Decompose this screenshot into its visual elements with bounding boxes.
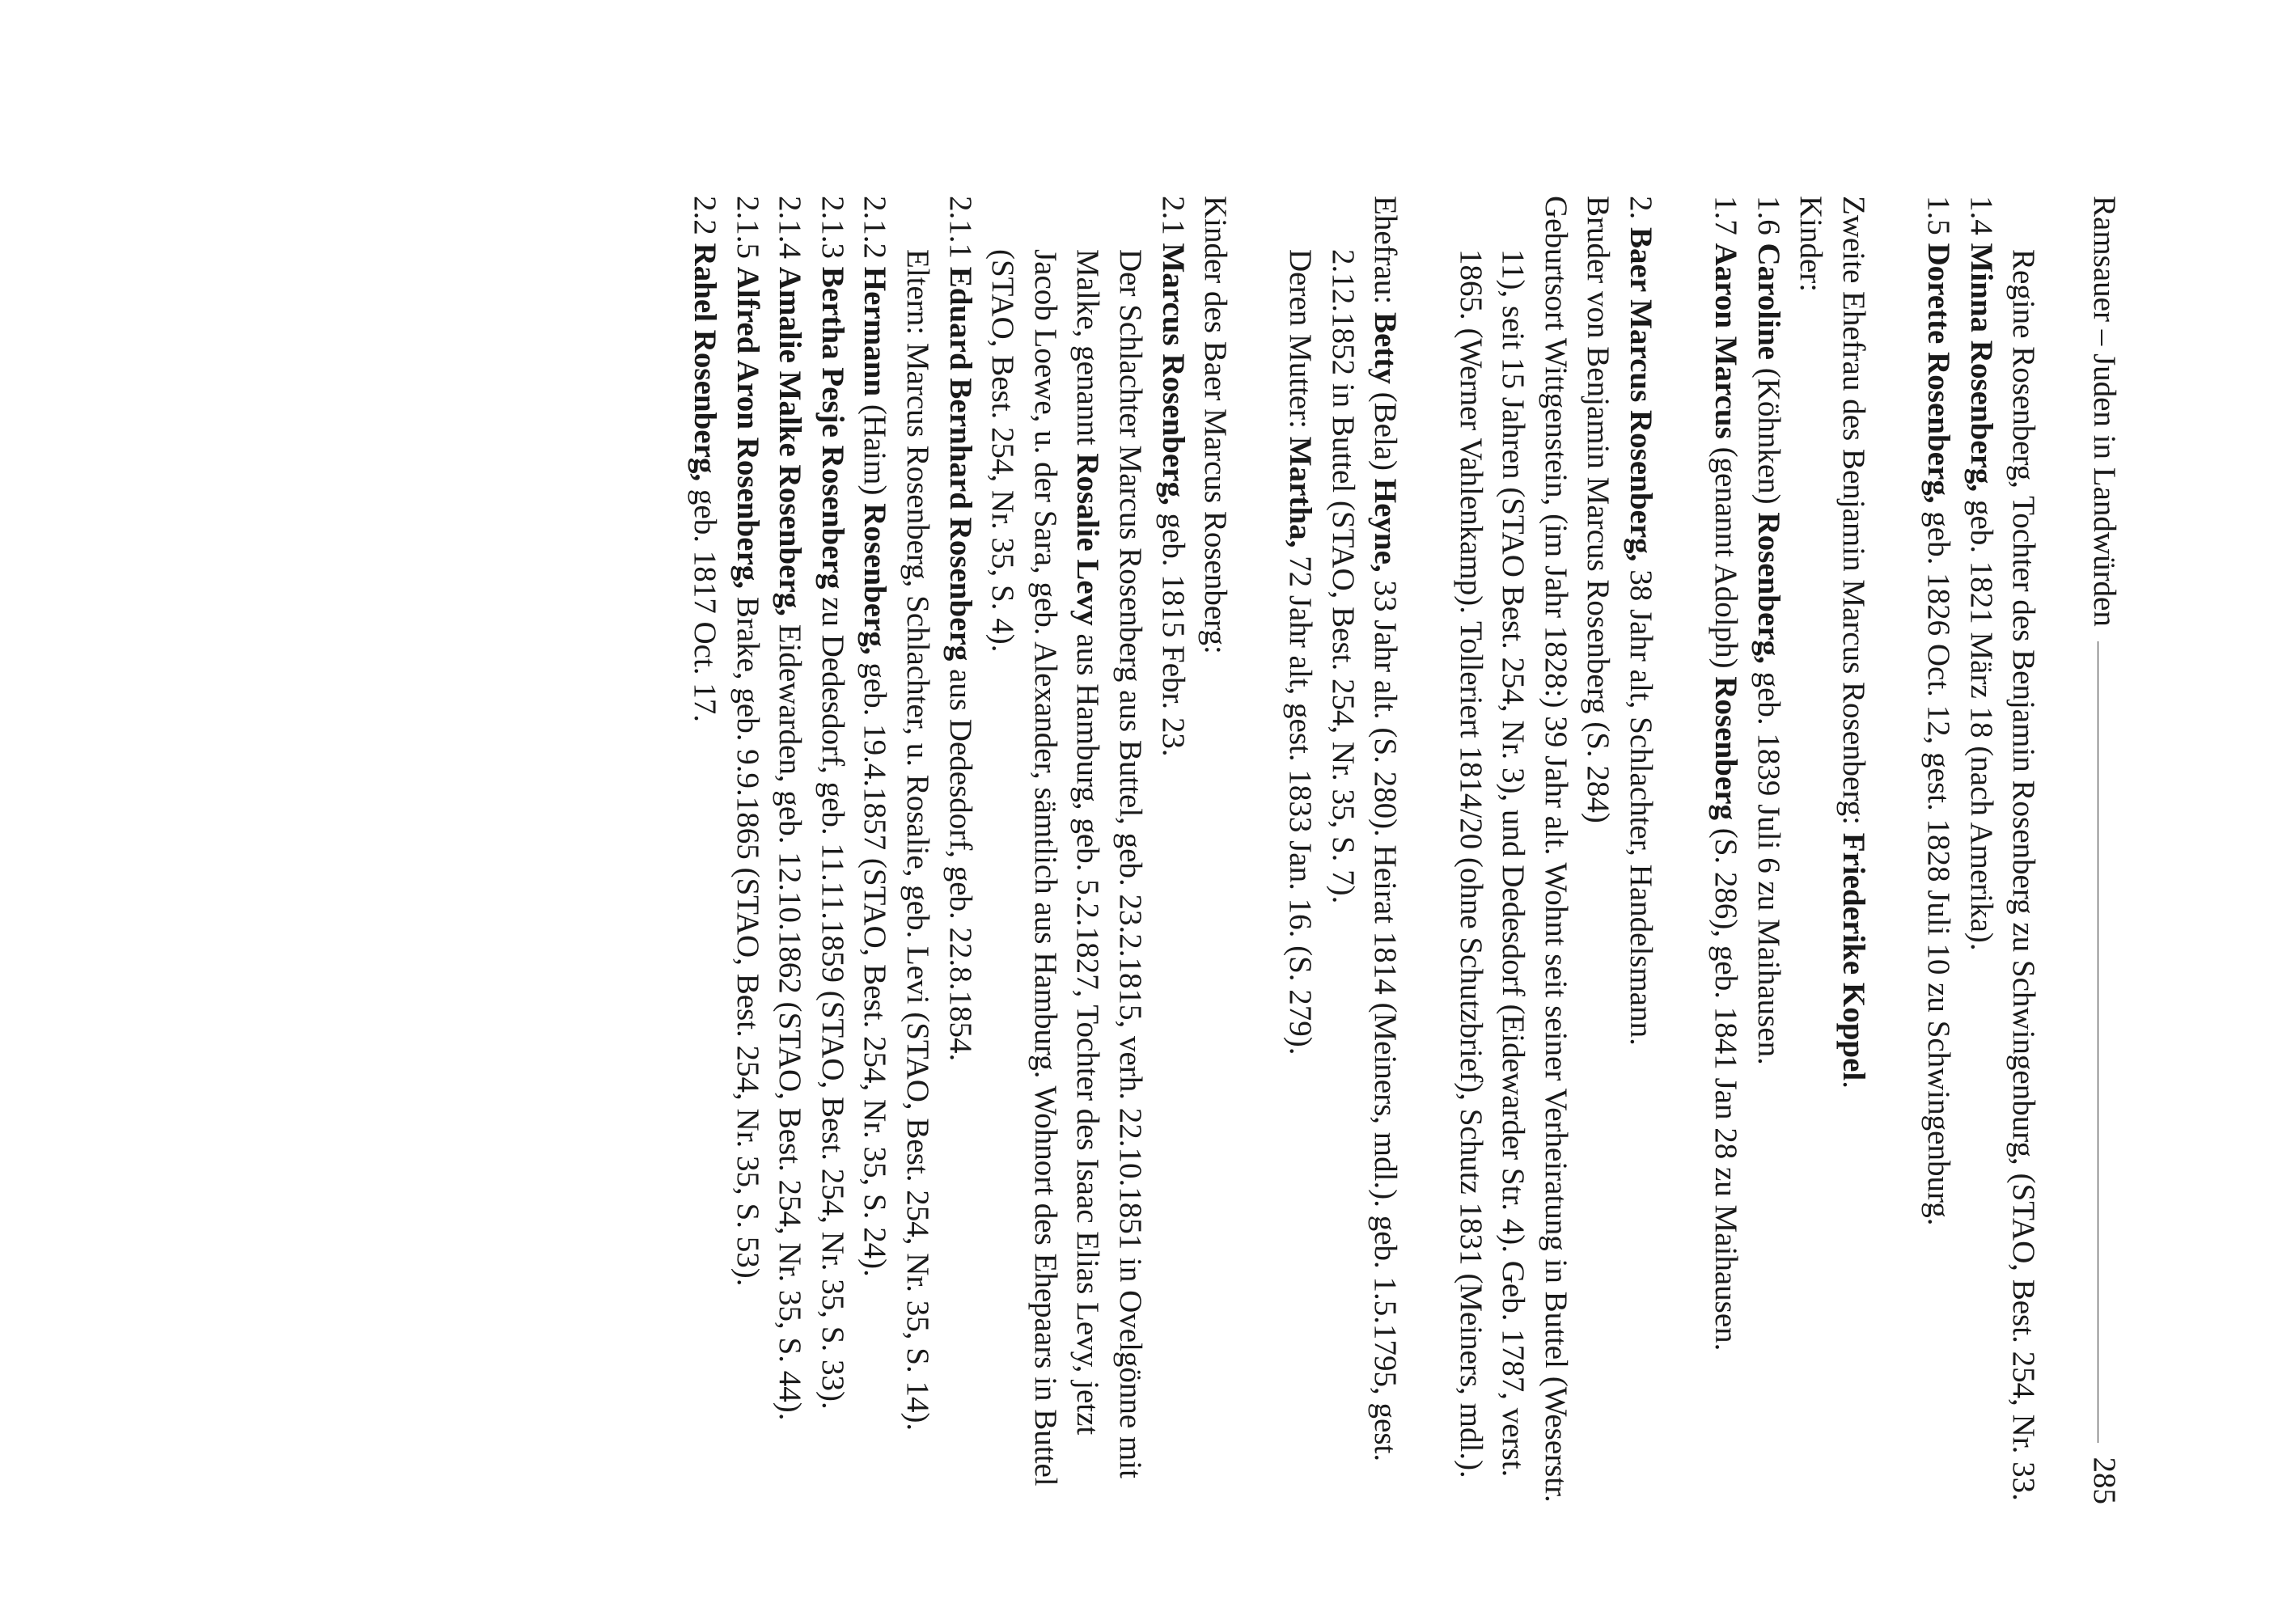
running-header bbox=[2082, 196, 2125, 1504]
paragraph-gap bbox=[1662, 196, 1704, 1504]
birthplace-paragraph bbox=[1449, 196, 1577, 1504]
bold-name-run: Heyne, bbox=[1368, 478, 1404, 573]
text-run: Eltern: Marcus Rosenberg, Schlachter, u. Rosalie, geb. Levi (STAO, Best. 254, Nr. 35, S. 14). bbox=[900, 249, 935, 1432]
text-run: Kinder des Baer Marcus Rosenberg: bbox=[1198, 196, 1234, 654]
text-run: 2.1 bbox=[1155, 196, 1191, 243]
bold-name-run: Eduard Bernhard Rosenberg bbox=[942, 266, 978, 662]
entry-2-1-details bbox=[981, 196, 1151, 1504]
text-run: 2.1.4 bbox=[773, 196, 808, 267]
text-run: Regine Rosenberg, Tochter des Benjamin Rosenberg zu Schwingenburg, (STAO, Best. 254, Nr. 33. bbox=[2006, 249, 2042, 1501]
children-heading bbox=[1194, 196, 1237, 1504]
bold-name-run: Bertha Pesje Rosenberg bbox=[815, 266, 850, 590]
text-run: 1.4 bbox=[1963, 196, 1999, 243]
text-run: 2.1.2 bbox=[857, 196, 893, 267]
text-run: 2. bbox=[1624, 196, 1659, 227]
text-run: 1.5 bbox=[1921, 196, 1957, 243]
text-run: (Haim) bbox=[857, 396, 893, 504]
text-run: 2.1.1 bbox=[942, 196, 978, 267]
entry-2-1-5 bbox=[726, 196, 769, 1504]
bold-name-run: Hermann bbox=[857, 266, 893, 397]
wife-paragraph bbox=[1321, 196, 1406, 1504]
text-run: 72 Jahr alt, gest. 1833 Jan. 16. (S. 279). bbox=[1283, 548, 1319, 1055]
paragraph-gap bbox=[1236, 196, 1279, 1504]
text-run: geb. 1817 Oct. 17. bbox=[688, 481, 722, 723]
bold-name-run: Amalie Malke Rosenberg, bbox=[773, 266, 808, 616]
entry-1-7 bbox=[1704, 196, 1747, 1504]
text-run: Deren Mutter: bbox=[1283, 249, 1319, 437]
text-run: aus Dedesdorf, geb. 22.8.1854. bbox=[942, 661, 978, 1062]
text-run: Der Schlachter Marcus Rosenberg aus Buttel, geb. 23.2.1815, verh. 22.10.1851 in Ovelgönne mit Malke, genannt bbox=[1070, 249, 1148, 1478]
entry-2-2 bbox=[683, 196, 726, 1504]
second-wife-line bbox=[1831, 196, 1874, 1504]
text-run: 2.1.5 bbox=[730, 196, 765, 267]
paragraph-gap bbox=[1407, 196, 1450, 1504]
text-run: 1.6 bbox=[1751, 196, 1786, 243]
page-number: 285 bbox=[2087, 1457, 2122, 1504]
children-label bbox=[1789, 196, 1832, 1504]
rotated-text-block bbox=[273, 196, 2125, 1504]
continued-entry bbox=[2002, 196, 2045, 1504]
bold-name-run: Rahel Rosenberg, bbox=[688, 243, 722, 482]
text-run: Zweite Ehefrau des Benjamin Marcus Rosenberg: bbox=[1836, 196, 1872, 833]
bold-name-run: Martha, bbox=[1283, 436, 1319, 548]
bold-name-run: Rosenberg, bbox=[1751, 512, 1786, 664]
entry-1-4 bbox=[1959, 196, 2002, 1504]
bold-name-run: Aaron Marcus bbox=[1708, 243, 1744, 439]
entry-2-heading bbox=[1619, 196, 1662, 1504]
text-run: Bruder von Benjamin Marcus Rosenberg (S. 284) bbox=[1581, 196, 1616, 823]
bold-name-run: Dorette Rosenberg, bbox=[1921, 243, 1957, 504]
bold-name-run: Rosenberg bbox=[1708, 676, 1744, 820]
entry-2-1-1-parents bbox=[896, 196, 938, 1504]
bold-name-run: Alfred Aron Rosenberg, bbox=[730, 266, 765, 590]
paragraph-gap bbox=[1874, 196, 1917, 1504]
text-run: geb. 1821 März 18 (nach Amerika). bbox=[1963, 492, 1999, 951]
text-run: 1.7 bbox=[1708, 196, 1744, 243]
text-run: (S. 286), geb. 1841 Jan 28 zu Maihausen. bbox=[1708, 820, 1744, 1351]
text-run: Eidewarden, geb. 12.10.1862 (STAO, Best. 254, Nr. 35, S. 44). bbox=[773, 615, 808, 1421]
bold-name-run: Betty bbox=[1368, 312, 1404, 384]
text-run: 2.2 bbox=[688, 196, 722, 243]
entry-2-1 bbox=[1151, 196, 1194, 1504]
text-run: geb. 1815 Febr. 23. bbox=[1155, 505, 1191, 757]
text-run: (Bela) bbox=[1368, 383, 1404, 479]
bold-name-run: Baer Marcus Rosenberg, bbox=[1624, 227, 1659, 562]
entry-2-1-1 bbox=[938, 196, 981, 1504]
text-run: zu Dedesdorf, geb. 11.11.1859 (STAO, Best. 254, Nr. 35, S. 33). bbox=[815, 589, 850, 1410]
text-run: Geburtsort Wittgenstein, (im Jahr 1828:) 39 Jahr alt. Wohnt seit seiner Verheiratung in Buttel (Weserstr. 11), seit 15 Jahren (STAO Best. 254, Nr. 3), und Dedesdorf (Eidewarder Str. 4). Geb. 1787, verst. 1865. (Werner Vahlenkamp). Tolleriert 1814/20 (ohne Schutzbrief), Schutz 1831 (Meiners, mdl.). bbox=[1453, 196, 1573, 1503]
text-run: Kinder: bbox=[1793, 196, 1829, 293]
text-run: aus Hamburg, geb. 5.2.1827, Tochter des Isaac Elias Levy, jetzt Jacob Loewe, u. der Sara, geb. Alexander, sämtlich aus Hamburg. Wohnort des Ehepaars in Buttel (STAO, Best. 254, Nr. 35, S. 4). bbox=[985, 249, 1106, 1487]
text-run: (Köhnken) bbox=[1751, 359, 1786, 513]
text-run: Ehefrau: bbox=[1368, 196, 1404, 313]
text-run: . bbox=[1836, 1081, 1872, 1089]
entry-1-6 bbox=[1747, 196, 1789, 1504]
entry-2-1-3 bbox=[811, 196, 853, 1504]
text-run: 38 Jahr alt, Schlachter, Handelsmann. bbox=[1624, 561, 1659, 1046]
text-run: (genannt Adolph) bbox=[1708, 438, 1744, 677]
text-run: Brake, geb. 9.9.1865 (STAO, Best. 254, Nr. 35, S. 53). bbox=[730, 589, 765, 1287]
text-run: geb. 1839 Juli 6 zu Maihausen. bbox=[1751, 663, 1786, 1065]
bold-name-run: Minna Rosenberg, bbox=[1963, 243, 1999, 493]
text-run: geb. 19.4.1857 (STAO, Best. 254, Nr. 35, S. 24). bbox=[857, 654, 893, 1277]
bold-name-run: Marcus Rosenberg, bbox=[1155, 243, 1191, 505]
text-run: geb. 1826 Oct. 12, gest. 1828 Juli 10 zu Schwingenburg. bbox=[1921, 503, 1957, 1226]
brother-line bbox=[1577, 196, 1620, 1504]
bold-name-run: Caroline bbox=[1751, 243, 1786, 360]
bold-name-run: Rosalie Levy bbox=[1070, 453, 1106, 626]
entry-2-1-2 bbox=[853, 196, 896, 1504]
mother-line bbox=[1279, 196, 1322, 1504]
entry-1-5 bbox=[1917, 196, 1960, 1504]
entry-2-1-4 bbox=[769, 196, 811, 1504]
text-run: 2.1.3 bbox=[815, 196, 850, 267]
text-run: 33 Jahr alt. (S. 280). Heirat 1814 (Meiners, mdl.). geb. 1.5.1795, gest. 2.12.1852 in Buttel (STAO, Best. 254, Nr. 35, S. 7). bbox=[1325, 249, 1404, 1462]
bold-name-run: Rosenberg, bbox=[857, 503, 893, 655]
bold-name-run: Friederike Koppel bbox=[1836, 832, 1872, 1081]
running-title: Ramsauer – Juden in Landwürden bbox=[2087, 196, 2122, 627]
